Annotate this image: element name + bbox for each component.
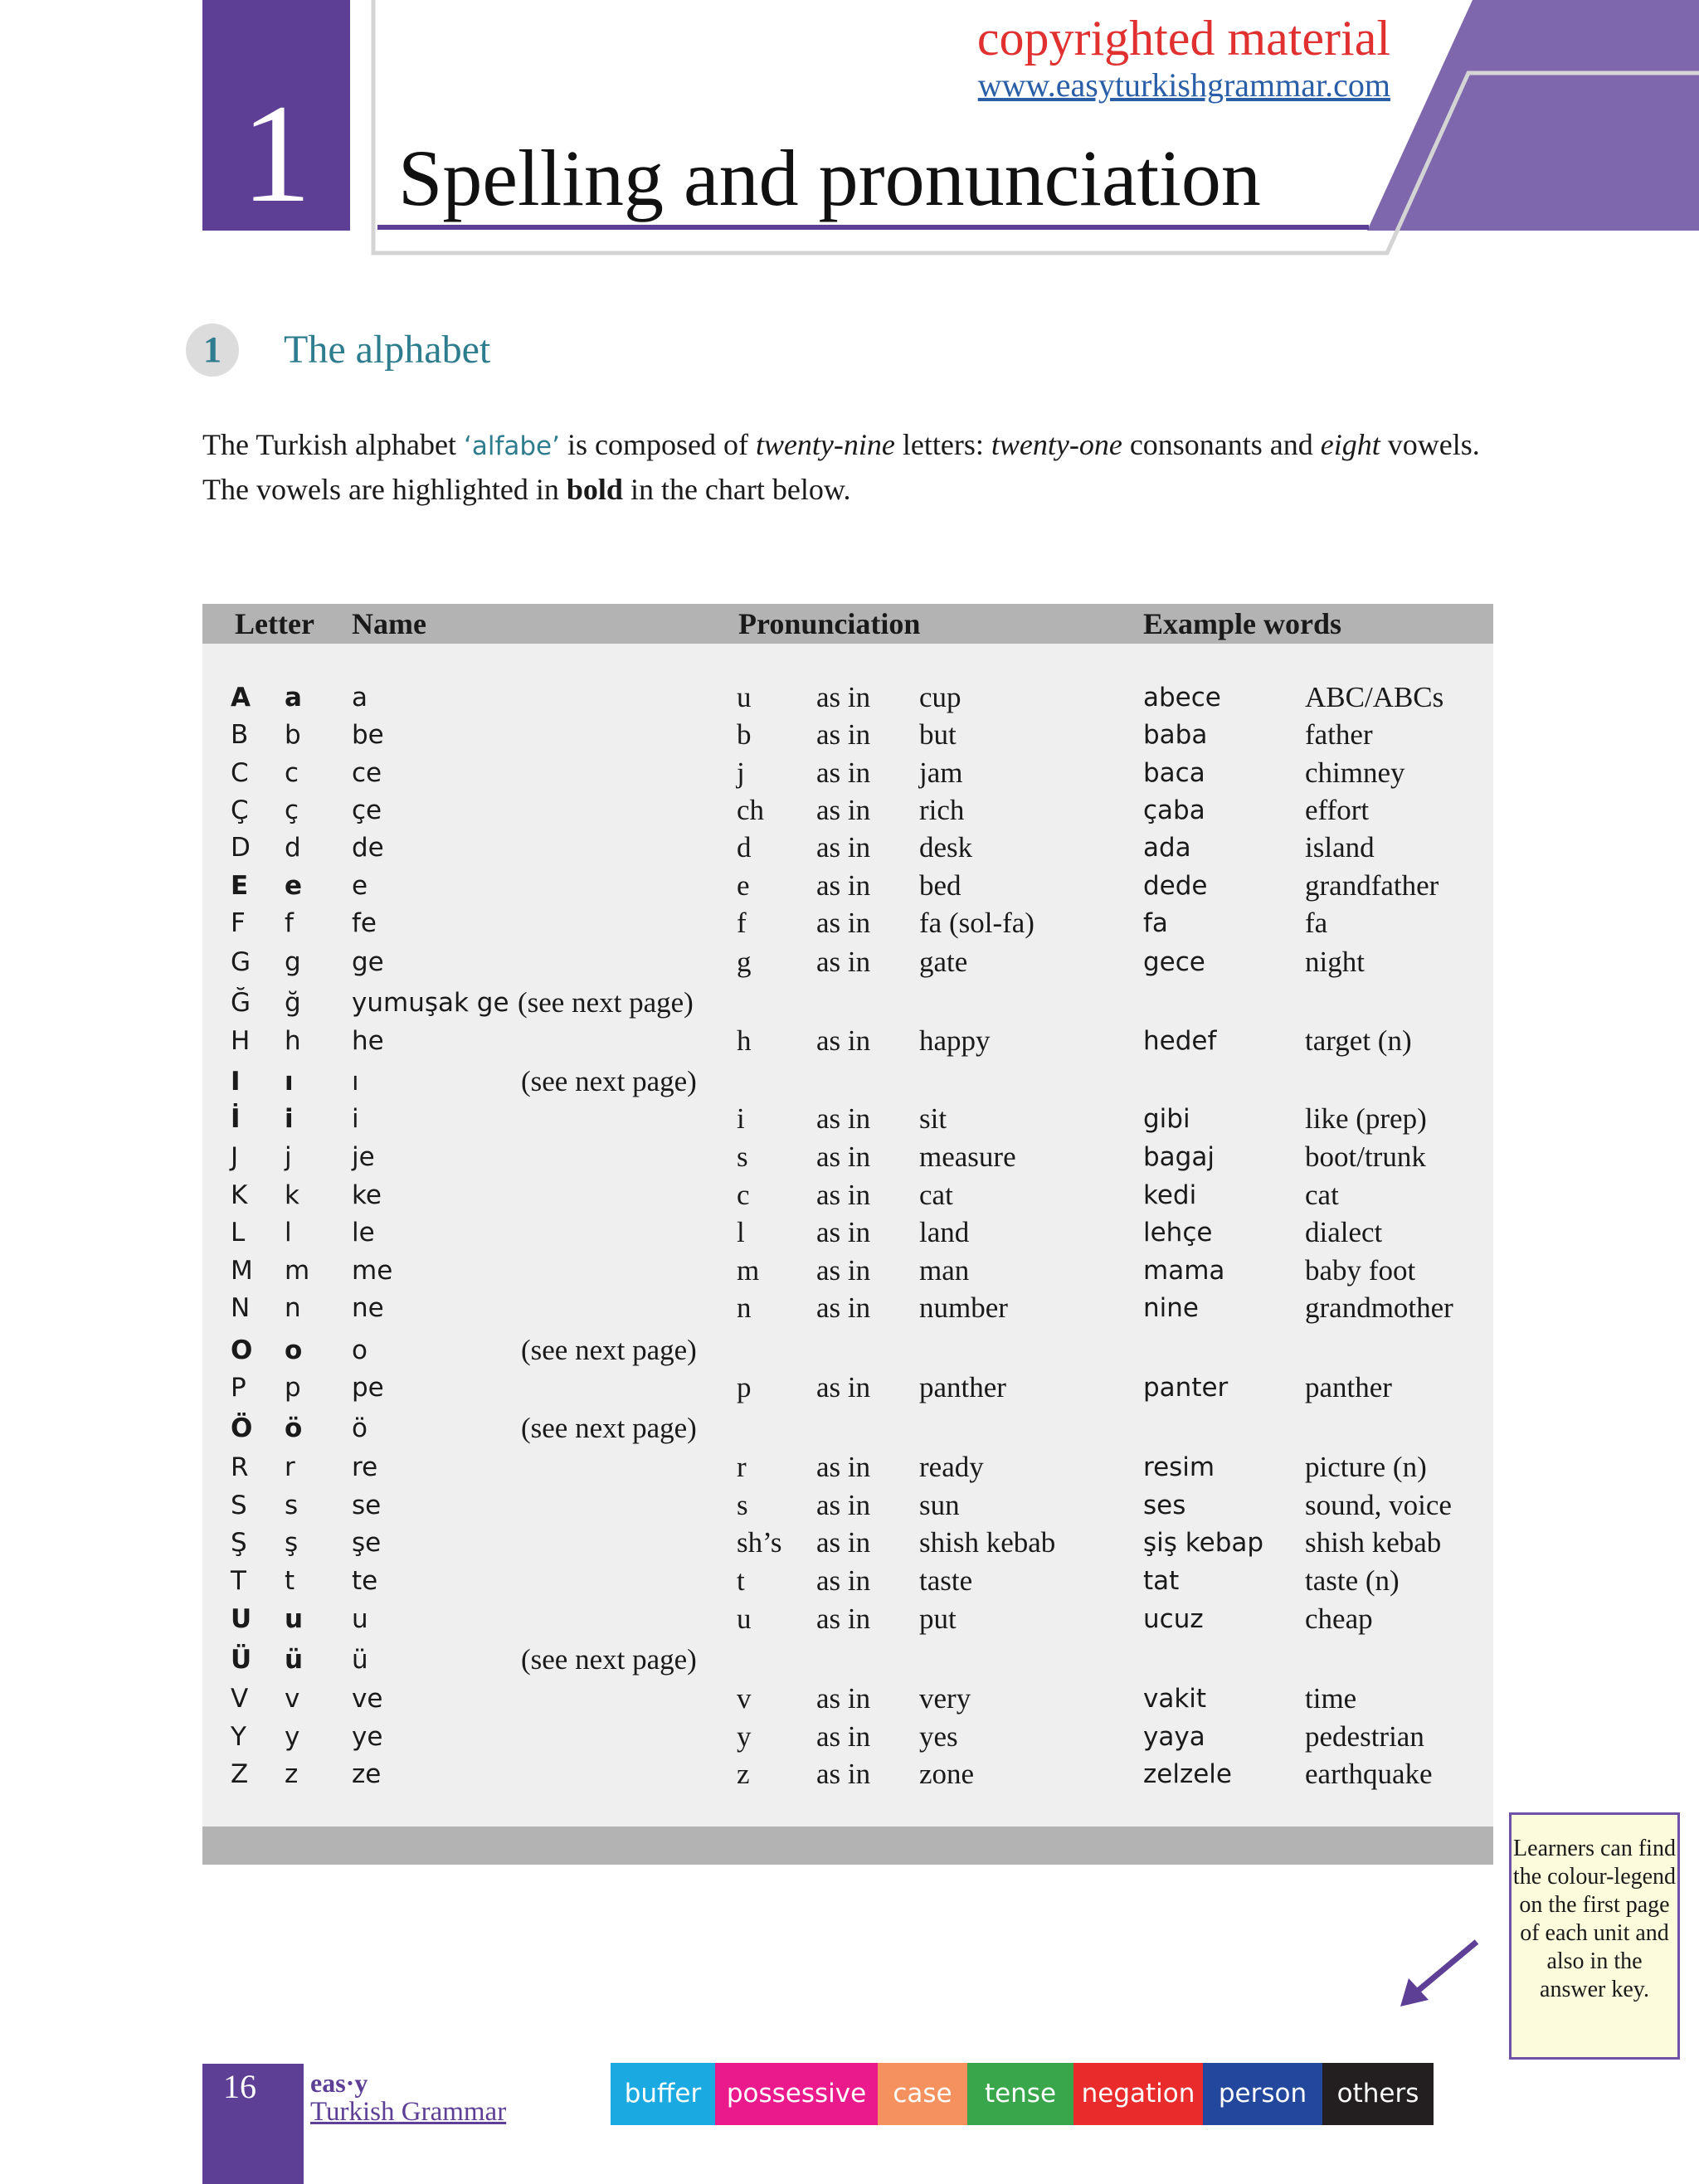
cell-meaning: fa <box>1305 907 1328 939</box>
cell-upper: U <box>231 1604 252 1634</box>
cell-name: ve <box>352 1684 383 1714</box>
cell-asin: as in <box>816 1603 871 1635</box>
cell-name: fe <box>352 908 377 938</box>
cell-sound: sh’s <box>737 1526 782 1559</box>
cell-lower: ç <box>285 795 299 825</box>
cell-lower: k <box>285 1180 299 1210</box>
table-row <box>202 1369 1493 1407</box>
cell-asin: as in <box>816 718 871 751</box>
cell-name: he <box>352 1026 384 1056</box>
cell-meaning: picture (n) <box>1305 1451 1427 1483</box>
cell-upper: M <box>231 1256 253 1286</box>
cell-meaning: effort <box>1305 794 1370 826</box>
cell-meaning: sound, voice <box>1305 1489 1452 1521</box>
cell-lower: n <box>285 1293 301 1323</box>
cell-example: gece <box>1143 947 1205 977</box>
cell-lower: g <box>285 947 301 977</box>
brand-name-link[interactable]: Turkish Grammar <box>310 2097 507 2127</box>
cell-upper: E <box>231 871 249 901</box>
cell-meaning: grandfather <box>1305 869 1439 902</box>
cell-upper: Ü <box>231 1645 252 1675</box>
cell-asin: as in <box>816 1758 871 1790</box>
cell-example: mama <box>1143 1256 1225 1286</box>
cell-asin: as in <box>816 1720 871 1753</box>
cell-upper: Ö <box>231 1413 253 1443</box>
cell-asin: as in <box>816 681 871 713</box>
cell-example: panter <box>1143 1373 1229 1403</box>
cell-meaning: time <box>1305 1682 1357 1715</box>
cell-asin: as in <box>816 1179 871 1211</box>
cell-sound: u <box>737 1603 752 1635</box>
cell-name: çe <box>352 795 382 825</box>
cell-meaning: night <box>1305 946 1365 978</box>
cell-meaning: baby foot <box>1305 1254 1416 1287</box>
colour-legend <box>611 2063 1434 2125</box>
cell-meaning: panther <box>1305 1371 1392 1403</box>
cell-sound: n <box>737 1291 752 1324</box>
cell-sound: p <box>737 1371 752 1403</box>
chapter-title: Spelling and pronunciation <box>398 134 1261 222</box>
copyright-notice: copyrighted material <box>976 11 1390 66</box>
header-letter: Letter <box>235 607 314 640</box>
header-example-words: Example words <box>1143 607 1342 640</box>
legend-person: person <box>1203 2063 1322 2125</box>
cell-upper: Ç <box>231 795 249 825</box>
cell-name: re <box>352 1452 378 1482</box>
cell-upper: K <box>231 1180 248 1210</box>
cell-name: ye <box>352 1722 383 1752</box>
cell-word: jam <box>919 756 963 789</box>
cell-lower: m <box>285 1256 310 1286</box>
cell-example: baca <box>1143 758 1205 788</box>
cell-note: (see next page) <box>521 1065 697 1097</box>
cell-sound: m <box>737 1254 760 1287</box>
table-row <box>202 1409 1493 1447</box>
table-row <box>202 1755 1493 1793</box>
legend-others: others <box>1322 2063 1434 2125</box>
brand-logo-easy: eas·y <box>310 2068 368 2098</box>
cell-name: u <box>352 1604 368 1634</box>
cell-example: baba <box>1143 720 1208 750</box>
table-row <box>202 1176 1493 1214</box>
cell-sound: c <box>737 1179 750 1211</box>
cell-asin: as in <box>816 1141 871 1173</box>
cell-example: vakit <box>1143 1684 1207 1714</box>
table-row <box>202 1641 1493 1679</box>
cell-word: fa (sol-fa) <box>919 907 1034 939</box>
table-row <box>202 904 1493 942</box>
legend-case: case <box>878 2063 967 2125</box>
cell-meaning: shish kebab <box>1305 1526 1442 1559</box>
cell-asin: as in <box>816 1291 871 1324</box>
cell-sound: t <box>737 1564 745 1597</box>
cell-word: shish kebab <box>919 1526 1056 1559</box>
cell-lower: ü <box>285 1645 304 1675</box>
cell-meaning: pedestrian <box>1305 1720 1424 1753</box>
cell-example: lehçe <box>1143 1218 1213 1248</box>
cell-example: bagaj <box>1143 1142 1215 1172</box>
cell-name: a <box>352 683 368 713</box>
table-row <box>202 867 1493 905</box>
cell-sound: f <box>737 907 747 939</box>
cell-lower: y <box>285 1722 300 1752</box>
table-row <box>202 943 1493 981</box>
cell-lower: l <box>285 1218 292 1248</box>
cell-name: e <box>352 871 368 901</box>
table-row <box>202 716 1493 754</box>
cell-upper: İ <box>231 1104 241 1134</box>
cell-asin: as in <box>816 1526 871 1559</box>
legend-buffer: buffer <box>611 2063 715 2125</box>
cell-asin: as in <box>816 946 871 978</box>
cell-name: ke <box>352 1180 382 1210</box>
cell-word: bed <box>919 869 961 902</box>
cell-upper: Y <box>231 1722 246 1752</box>
cell-name: me <box>352 1256 393 1286</box>
cell-sound: s <box>737 1489 748 1521</box>
cell-upper: S <box>231 1491 247 1520</box>
cell-lower: p <box>285 1373 301 1403</box>
cell-lower: t <box>285 1566 295 1596</box>
table-row <box>202 1448 1493 1486</box>
cell-lower: ı <box>285 1067 294 1097</box>
cell-meaning: target (n) <box>1305 1024 1412 1057</box>
cell-asin: as in <box>816 907 871 939</box>
cell-asin: as in <box>816 1451 871 1483</box>
cell-lower: b <box>285 720 301 750</box>
website-link[interactable]: www.easyturkishgrammar.com <box>977 66 1390 104</box>
cell-word: man <box>919 1254 970 1287</box>
cell-example: dede <box>1143 871 1208 901</box>
cell-name: ge <box>352 947 384 977</box>
header-name: Name <box>352 607 426 640</box>
cell-lower: f <box>285 908 294 938</box>
cell-upper: J <box>231 1142 239 1172</box>
cell-asin: as in <box>816 1024 871 1057</box>
cell-word: taste <box>919 1564 973 1597</box>
cell-meaning: earthquake <box>1305 1758 1433 1790</box>
cell-name: o <box>352 1335 368 1365</box>
cell-name: ö <box>352 1413 368 1443</box>
cell-example: ada <box>1143 833 1191 863</box>
section-number-badge: 1 <box>186 323 239 377</box>
cell-name: ce <box>352 758 382 788</box>
legend-possessive: possessive <box>715 2063 878 2125</box>
cell-name: şe <box>352 1528 382 1558</box>
cell-example: tat <box>1143 1566 1180 1596</box>
cell-upper: T <box>231 1566 246 1596</box>
cell-lower: d <box>285 833 301 863</box>
cell-sound: e <box>737 869 750 902</box>
table-row <box>202 1486 1493 1525</box>
cell-lower: ğ <box>285 988 301 1018</box>
intro-paragraph-2: The vowels are highlighted in bold in the chart below. <box>202 473 851 506</box>
cell-word: happy <box>919 1024 991 1057</box>
table-row <box>202 1138 1493 1176</box>
cell-example: fa <box>1143 908 1168 938</box>
table-row <box>202 1331 1493 1369</box>
legend-tense: tense <box>967 2063 1073 2125</box>
cell-lower: e <box>285 871 303 901</box>
cell-meaning: chimney <box>1305 756 1405 789</box>
cell-meaning: dialect <box>1305 1216 1383 1248</box>
cell-meaning: ABC/ABCs <box>1305 681 1444 713</box>
cell-sound: g <box>737 946 752 978</box>
arrow-icon <box>1394 1937 1485 2011</box>
cell-asin: as in <box>816 756 871 789</box>
cell-meaning: taste (n) <box>1305 1564 1400 1597</box>
cell-upper: C <box>231 758 249 788</box>
cell-example: ucuz <box>1143 1604 1204 1634</box>
cell-name: se <box>352 1491 382 1520</box>
cell-name: ü <box>352 1645 368 1675</box>
cell-name: ne <box>352 1293 384 1323</box>
cell-word: measure <box>919 1141 1016 1173</box>
table-row <box>202 679 1493 717</box>
header-pronunciation: Pronunciation <box>738 607 921 640</box>
cell-sound: r <box>737 1451 747 1483</box>
table-row <box>202 829 1493 867</box>
table-row <box>202 1524 1493 1562</box>
cell-lower: o <box>285 1335 303 1365</box>
chapter-number: 1 <box>241 75 312 231</box>
cell-lower: r <box>285 1452 295 1482</box>
cell-word: cat <box>919 1179 953 1211</box>
cell-word: sit <box>919 1102 947 1135</box>
cell-asin: as in <box>816 1254 871 1287</box>
cell-upper: D <box>231 833 251 863</box>
cell-sound: i <box>737 1102 745 1135</box>
cell-upper: O <box>231 1335 253 1365</box>
cell-upper: Ş <box>231 1528 247 1558</box>
cell-lower: z <box>285 1759 299 1789</box>
cell-name: de <box>352 833 384 863</box>
cell-example: şiş kebap <box>1143 1528 1264 1558</box>
cell-lower: j <box>285 1142 292 1172</box>
cell-meaning: father <box>1305 718 1373 751</box>
cell-word: ready <box>919 1451 984 1483</box>
table-row <box>202 1252 1493 1290</box>
cell-upper: H <box>231 1026 251 1056</box>
cell-upper: F <box>231 908 246 938</box>
cell-sound: z <box>737 1758 750 1790</box>
cell-lower: a <box>285 683 302 713</box>
cell-name: ı <box>352 1067 359 1097</box>
cell-name: je <box>352 1142 375 1172</box>
cell-lower: i <box>285 1104 294 1134</box>
cell-upper: L <box>231 1218 246 1248</box>
cell-meaning: island <box>1305 831 1375 863</box>
cell-example: zelzele <box>1143 1759 1232 1789</box>
cell-word: desk <box>919 831 973 863</box>
cell-sound: y <box>737 1720 752 1753</box>
cell-upper: N <box>231 1293 251 1323</box>
cell-asin: as in <box>816 1102 871 1135</box>
cell-word: land <box>919 1216 970 1248</box>
colour-legend-note: Learners can find the colour-legend on the first page of each unit and also in the answer key. <box>1509 1812 1680 2060</box>
cell-sound: b <box>737 718 752 751</box>
table-row <box>202 1680 1493 1718</box>
cell-word: number <box>919 1291 1008 1324</box>
legend-negation: negation <box>1073 2063 1203 2125</box>
table-row <box>202 1718 1493 1756</box>
table-row <box>202 1562 1493 1600</box>
cell-asin: as in <box>816 1564 871 1597</box>
cell-word: put <box>919 1603 957 1635</box>
cell-lower: c <box>285 758 299 788</box>
cell-upper: P <box>231 1373 246 1403</box>
table-row <box>202 1100 1493 1138</box>
cell-meaning: cheap <box>1305 1603 1373 1635</box>
cell-meaning: grandmother <box>1305 1291 1453 1324</box>
cell-meaning: boot/trunk <box>1305 1141 1426 1173</box>
cell-note: (see next page) <box>518 986 694 1019</box>
cell-example: ses <box>1143 1491 1186 1520</box>
cell-upper: Ğ <box>231 988 251 1018</box>
cell-example: hedef <box>1143 1026 1217 1056</box>
cell-lower: u <box>285 1604 304 1634</box>
cell-word: cup <box>919 681 961 713</box>
cell-sound: d <box>737 831 752 863</box>
cell-asin: as in <box>816 1371 871 1403</box>
cell-word: sun <box>919 1489 960 1521</box>
table-row <box>202 791 1493 829</box>
table-footer-bar <box>202 1826 1493 1865</box>
cell-sound: j <box>737 756 745 789</box>
cell-asin: as in <box>816 1216 871 1248</box>
cell-example: yaya <box>1143 1722 1205 1752</box>
cell-asin: as in <box>816 831 871 863</box>
cell-lower: ö <box>285 1413 303 1443</box>
cell-sound: h <box>737 1024 752 1057</box>
cell-example: nine <box>1143 1293 1199 1323</box>
table-row <box>202 984 1493 1022</box>
cell-asin: as in <box>816 1682 871 1715</box>
cell-example: abece <box>1143 683 1221 713</box>
cell-upper: B <box>231 720 249 750</box>
cell-example: gibi <box>1143 1104 1190 1134</box>
cell-name: te <box>352 1566 378 1596</box>
cell-word: panther <box>919 1371 1006 1403</box>
cell-sound: v <box>737 1682 752 1715</box>
cell-name: be <box>352 720 384 750</box>
table-row <box>202 1289 1493 1327</box>
cell-example: kedi <box>1143 1180 1197 1210</box>
intro-paragraph-1: The Turkish alphabet ‘alfabe’ is composed of twenty-nine letters: twenty-one consonants and eight vowels. <box>202 428 1480 461</box>
cell-sound: s <box>737 1141 748 1173</box>
cell-asin: as in <box>816 1489 871 1521</box>
cell-name: le <box>352 1218 375 1248</box>
cell-lower: s <box>285 1491 299 1520</box>
cell-word: but <box>919 718 957 751</box>
table-row <box>202 1214 1493 1252</box>
cell-upper: I <box>231 1067 241 1097</box>
cell-upper: A <box>231 683 251 713</box>
cell-upper: Z <box>231 1759 249 1789</box>
cell-sound: u <box>737 681 752 713</box>
cell-name: i <box>352 1104 359 1134</box>
cell-word: zone <box>919 1758 975 1790</box>
cell-word: yes <box>919 1720 958 1753</box>
section-title: The alphabet <box>284 328 491 372</box>
table-row <box>202 754 1493 792</box>
cell-asin: as in <box>816 869 871 902</box>
table-row <box>202 1022 1493 1060</box>
cell-lower: h <box>285 1026 301 1056</box>
page-number: 16 <box>223 2068 256 2105</box>
cell-upper: R <box>231 1452 249 1482</box>
cell-example: çaba <box>1143 795 1205 825</box>
intro-text <box>202 423 1530 511</box>
cell-word: very <box>919 1682 971 1715</box>
cell-sound: l <box>737 1216 745 1248</box>
cell-note: (see next page) <box>521 1334 697 1366</box>
cell-name: pe <box>352 1373 384 1403</box>
cell-name: yumuşak ge <box>352 988 509 1018</box>
cell-asin: as in <box>816 794 871 826</box>
table-row <box>202 1600 1493 1638</box>
cell-lower: v <box>285 1684 300 1714</box>
cell-example: resim <box>1143 1452 1215 1482</box>
cell-name: ze <box>352 1759 382 1789</box>
cell-word: gate <box>919 946 968 978</box>
cell-upper: V <box>231 1684 249 1714</box>
table-row <box>202 1063 1493 1101</box>
cell-word: rich <box>919 794 965 826</box>
cell-meaning: cat <box>1305 1179 1339 1211</box>
cell-note: (see next page) <box>521 1643 697 1676</box>
cell-note: (see next page) <box>521 1412 697 1444</box>
cell-sound: ch <box>737 794 765 826</box>
cell-meaning: like (prep) <box>1305 1102 1427 1135</box>
cell-lower: ş <box>285 1528 299 1558</box>
cell-upper: G <box>231 947 251 977</box>
